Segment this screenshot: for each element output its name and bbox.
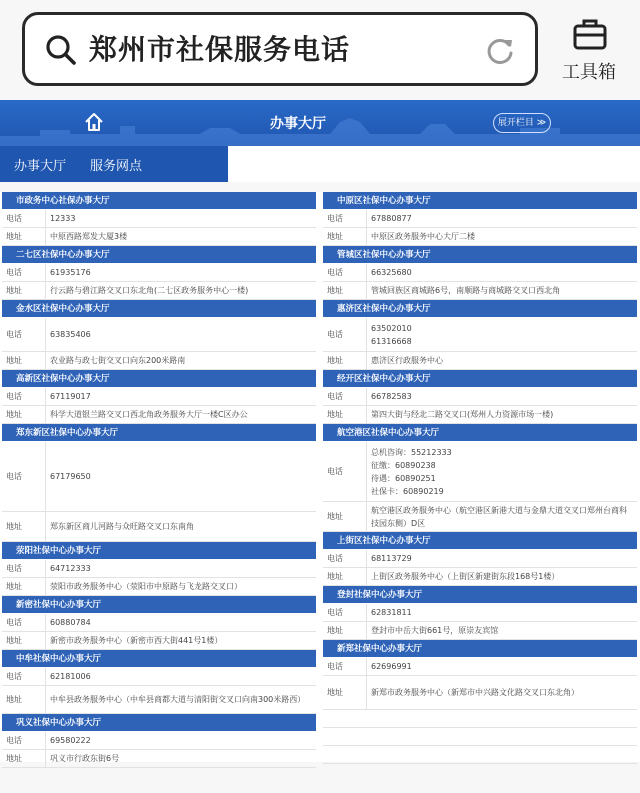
address-row xyxy=(2,578,316,596)
phone-value[interactable] xyxy=(367,442,637,501)
phone-number[interactable]: 63502010 xyxy=(371,323,412,333)
phone-label: 电话 xyxy=(2,210,46,227)
office-block xyxy=(2,370,316,424)
office-block xyxy=(323,532,637,586)
address-row xyxy=(323,352,637,370)
office-block xyxy=(323,192,637,246)
address-value: 新郑市政务服务中心（新郑市中兴路文化路交叉口东北角） xyxy=(371,688,579,697)
address-row xyxy=(2,282,316,300)
search-icon xyxy=(45,34,77,66)
phone-label: 电话 xyxy=(323,550,367,567)
phone-row xyxy=(323,442,637,502)
home-icon[interactable] xyxy=(84,112,104,132)
phone-label: 电话 xyxy=(2,732,46,749)
office-name: 金水区社保中心办事大厅 xyxy=(2,300,316,318)
address-row xyxy=(323,282,637,300)
address-label: 地址 xyxy=(323,622,367,639)
phone-number[interactable]: 62696991 xyxy=(371,662,412,671)
phone-row xyxy=(2,560,316,578)
office-block xyxy=(323,640,637,710)
address-value: 科学大道银兰路交叉口西北角政务服务大厅一楼C区办公 xyxy=(50,410,248,419)
phone-label: 电话 xyxy=(323,442,367,501)
address-label: 地址 xyxy=(2,632,46,649)
address-row xyxy=(323,228,637,246)
left-column xyxy=(2,192,316,768)
office-block xyxy=(2,650,316,714)
address-label: 地址 xyxy=(323,282,367,299)
phone-number[interactable]: 61316668 xyxy=(371,336,412,346)
office-name: 新密社保中心办事大厅 xyxy=(2,596,316,614)
address-row xyxy=(2,352,316,370)
address-value: 中原西路郑发大厦3楼 xyxy=(50,232,128,241)
phone-number[interactable]: 67179650 xyxy=(50,472,91,481)
toolbox-button[interactable] xyxy=(553,18,625,86)
address-label: 地址 xyxy=(2,578,46,595)
phone-value[interactable] xyxy=(367,550,637,567)
office-name: 巩义社保中心办事大厅 xyxy=(2,714,316,732)
address-value: 农业路与政七街交叉口向东200米路南 xyxy=(50,356,186,365)
phone-row xyxy=(2,732,316,750)
address-label: 地址 xyxy=(2,686,46,713)
address-label: 地址 xyxy=(2,282,46,299)
phone-value[interactable] xyxy=(367,658,637,675)
address-label: 地址 xyxy=(2,406,46,423)
toolbox-icon xyxy=(573,18,607,50)
phone-row xyxy=(2,668,316,686)
office-name: 登封社保中心办事大厅 xyxy=(323,586,637,604)
phone-value[interactable] xyxy=(46,264,316,281)
tab-service-hall[interactable]: 办事大厅 xyxy=(14,159,67,174)
phone-row xyxy=(323,604,637,622)
phone-row xyxy=(323,210,637,228)
phone-value[interactable] xyxy=(46,210,316,227)
phone-number[interactable]: 征缴：60890238 xyxy=(371,460,436,470)
address-row xyxy=(2,228,316,246)
address-label: 地址 xyxy=(323,406,367,423)
office-block xyxy=(2,192,316,246)
address-row xyxy=(2,406,316,424)
phone-label: 电话 xyxy=(323,318,367,351)
phone-number[interactable]: 社保卡：60890219 xyxy=(371,486,444,496)
office-block xyxy=(323,300,637,370)
right-column xyxy=(323,192,637,764)
phone-row xyxy=(323,550,637,568)
phone-number[interactable]: 66782583 xyxy=(371,392,412,401)
phone-value[interactable] xyxy=(46,614,316,631)
phone-number[interactable]: 63835406 xyxy=(50,330,91,339)
office-name: 新郑社保中心办事大厅 xyxy=(323,640,637,658)
office-block xyxy=(2,300,316,370)
phone-row xyxy=(323,318,637,352)
address-row xyxy=(323,406,637,424)
address-value: 中牟县政务服务中心（中牟县商都大道与清阳街交叉口向南300米路西） xyxy=(50,695,306,704)
phone-value[interactable] xyxy=(367,210,637,227)
phone-value[interactable] xyxy=(46,732,316,749)
phone-label: 电话 xyxy=(323,658,367,675)
phone-number[interactable]: 62181006 xyxy=(50,672,91,681)
expand-button[interactable]: 展开栏目 ≫ xyxy=(493,113,551,133)
address-value: 管城回族区商城路6号，南顺路与商城路交叉口西北角 xyxy=(371,286,561,295)
phone-row xyxy=(2,614,316,632)
phone-label: 电话 xyxy=(2,668,46,685)
phone-label: 电话 xyxy=(2,264,46,281)
office-name: 上街区社保中心办事大厅 xyxy=(323,532,637,550)
phone-label: 电话 xyxy=(323,388,367,405)
tab-service-outlets[interactable]: 服务网点 xyxy=(90,159,143,174)
office-name: 中原区社保中心办事大厅 xyxy=(323,192,637,210)
office-name: 高新区社保中心办事大厅 xyxy=(2,370,316,388)
office-block xyxy=(2,424,316,542)
refresh-icon[interactable] xyxy=(485,36,515,66)
phone-row xyxy=(323,658,637,676)
address-label: 地址 xyxy=(323,228,367,245)
address-row xyxy=(2,686,316,714)
subnav-spacer xyxy=(228,146,640,182)
phone-value[interactable] xyxy=(46,318,316,351)
phone-value[interactable] xyxy=(367,604,637,621)
address-row xyxy=(323,676,637,710)
office-name: 中牟社保中心办事大厅 xyxy=(2,650,316,668)
address-value: 新密市政务服务中心（新密市西大街441号1楼） xyxy=(50,636,223,645)
address-label: 地址 xyxy=(323,502,367,531)
phone-value[interactable] xyxy=(46,668,316,685)
phone-row xyxy=(2,388,316,406)
phone-value[interactable] xyxy=(46,442,316,511)
office-block xyxy=(323,246,637,300)
phone-row xyxy=(2,264,316,282)
phone-number[interactable]: 待遇：60890251 xyxy=(371,473,436,483)
empty-row xyxy=(323,728,637,746)
address-label: 地址 xyxy=(323,676,367,709)
office-name: 荥阳社保中心办事大厅 xyxy=(2,542,316,560)
phone-number[interactable]: 64712333 xyxy=(50,564,91,573)
phone-label: 电话 xyxy=(2,442,46,511)
office-name: 惠济区社保中心办事大厅 xyxy=(323,300,637,318)
office-block xyxy=(2,714,316,768)
phone-label: 电话 xyxy=(2,560,46,577)
address-label: 地址 xyxy=(2,512,46,541)
phone-number[interactable]: 66325680 xyxy=(371,268,412,277)
phone-number[interactable]: 12333 xyxy=(50,214,76,223)
phone-row xyxy=(2,210,316,228)
phone-label: 电话 xyxy=(323,264,367,281)
phone-label: 电话 xyxy=(2,614,46,631)
address-label: 地址 xyxy=(2,228,46,245)
phone-number[interactable]: 67880877 xyxy=(371,214,412,223)
phone-value[interactable] xyxy=(367,264,637,281)
address-row xyxy=(2,632,316,650)
office-block xyxy=(2,596,316,650)
address-value: 行云路与碧江路交叉口东北角(二七区政务服务中心一楼) xyxy=(50,286,249,295)
address-value: 荥阳市政务服务中心（荥阳市中原路与飞龙路交叉口） xyxy=(50,582,242,591)
office-name: 管城区社保中心办事大厅 xyxy=(323,246,637,264)
address-row xyxy=(323,502,637,532)
office-name: 二七区社保中心办事大厅 xyxy=(2,246,316,264)
phone-number[interactable]: 总机咨询：55212333 xyxy=(371,447,452,457)
phone-label: 电话 xyxy=(323,604,367,621)
phone-label: 电话 xyxy=(2,318,46,351)
search-box[interactable] xyxy=(22,12,538,86)
office-list xyxy=(0,192,640,762)
address-label: 地址 xyxy=(2,352,46,369)
phone-number[interactable]: 61935176 xyxy=(50,268,91,277)
phone-row xyxy=(2,442,316,512)
address-row xyxy=(323,622,637,640)
address-row xyxy=(2,512,316,542)
phone-number[interactable]: 67119017 xyxy=(50,392,91,401)
address-row xyxy=(2,750,316,768)
address-value: 航空港区政务服务中心（航空港区新港大道与金鼎大道交叉口郑州台商科技园东侧）D区 xyxy=(371,505,627,528)
empty-row xyxy=(323,746,637,764)
subnav xyxy=(0,146,228,182)
address-value: 中原区政务服务中心大厅二楼 xyxy=(371,232,475,241)
banner-title: 办事大厅 xyxy=(270,116,326,132)
office-block xyxy=(2,542,316,596)
phone-value[interactable] xyxy=(367,318,637,351)
office-name: 市政务中心社保办事大厅 xyxy=(2,192,316,210)
office-name: 郑东新区社保中心办事大厅 xyxy=(2,424,316,442)
office-name: 经开区社保中心办事大厅 xyxy=(323,370,637,388)
address-value: 登封市中岳大街661号，原崇友宾馆 xyxy=(371,626,499,635)
phone-label: 电话 xyxy=(2,388,46,405)
phone-value[interactable] xyxy=(46,560,316,577)
toolbox-label: 工具箱 xyxy=(562,62,616,83)
address-value: 郑东新区商儿河路与众旺路交叉口东南角 xyxy=(50,522,194,531)
address-value: 第四大街与经北二路交叉口(郑州人力资源市场一楼) xyxy=(371,410,554,419)
phone-row xyxy=(323,388,637,406)
address-label: 地址 xyxy=(323,352,367,369)
address-label: 地址 xyxy=(2,750,46,767)
office-name: 航空港区社保中心办事大厅 xyxy=(323,424,637,442)
banner xyxy=(0,100,640,146)
phone-label: 电话 xyxy=(323,210,367,227)
phone-value[interactable] xyxy=(367,388,637,405)
office-block xyxy=(323,370,637,424)
phone-row xyxy=(2,318,316,352)
phone-number[interactable]: 60880784 xyxy=(50,618,91,627)
phone-number[interactable]: 62831811 xyxy=(371,608,412,617)
empty-row xyxy=(323,710,637,728)
phone-number[interactable]: 69580222 xyxy=(50,736,91,745)
address-label: 地址 xyxy=(323,568,367,585)
office-block xyxy=(2,246,316,300)
address-value: 惠济区行政服务中心 xyxy=(371,356,443,365)
address-row xyxy=(323,568,637,586)
office-block xyxy=(323,424,637,532)
phone-row xyxy=(323,264,637,282)
address-value: 巩义市行政东街6号 xyxy=(50,754,120,763)
address-value: 上街区政务服务中心（上街区新建街东段168号1楼） xyxy=(371,572,560,581)
phone-value[interactable] xyxy=(46,388,316,405)
phone-number[interactable]: 68113729 xyxy=(371,554,412,563)
search-query[interactable]: 郑州市社保服务电话 xyxy=(89,33,351,66)
office-block xyxy=(323,586,637,640)
